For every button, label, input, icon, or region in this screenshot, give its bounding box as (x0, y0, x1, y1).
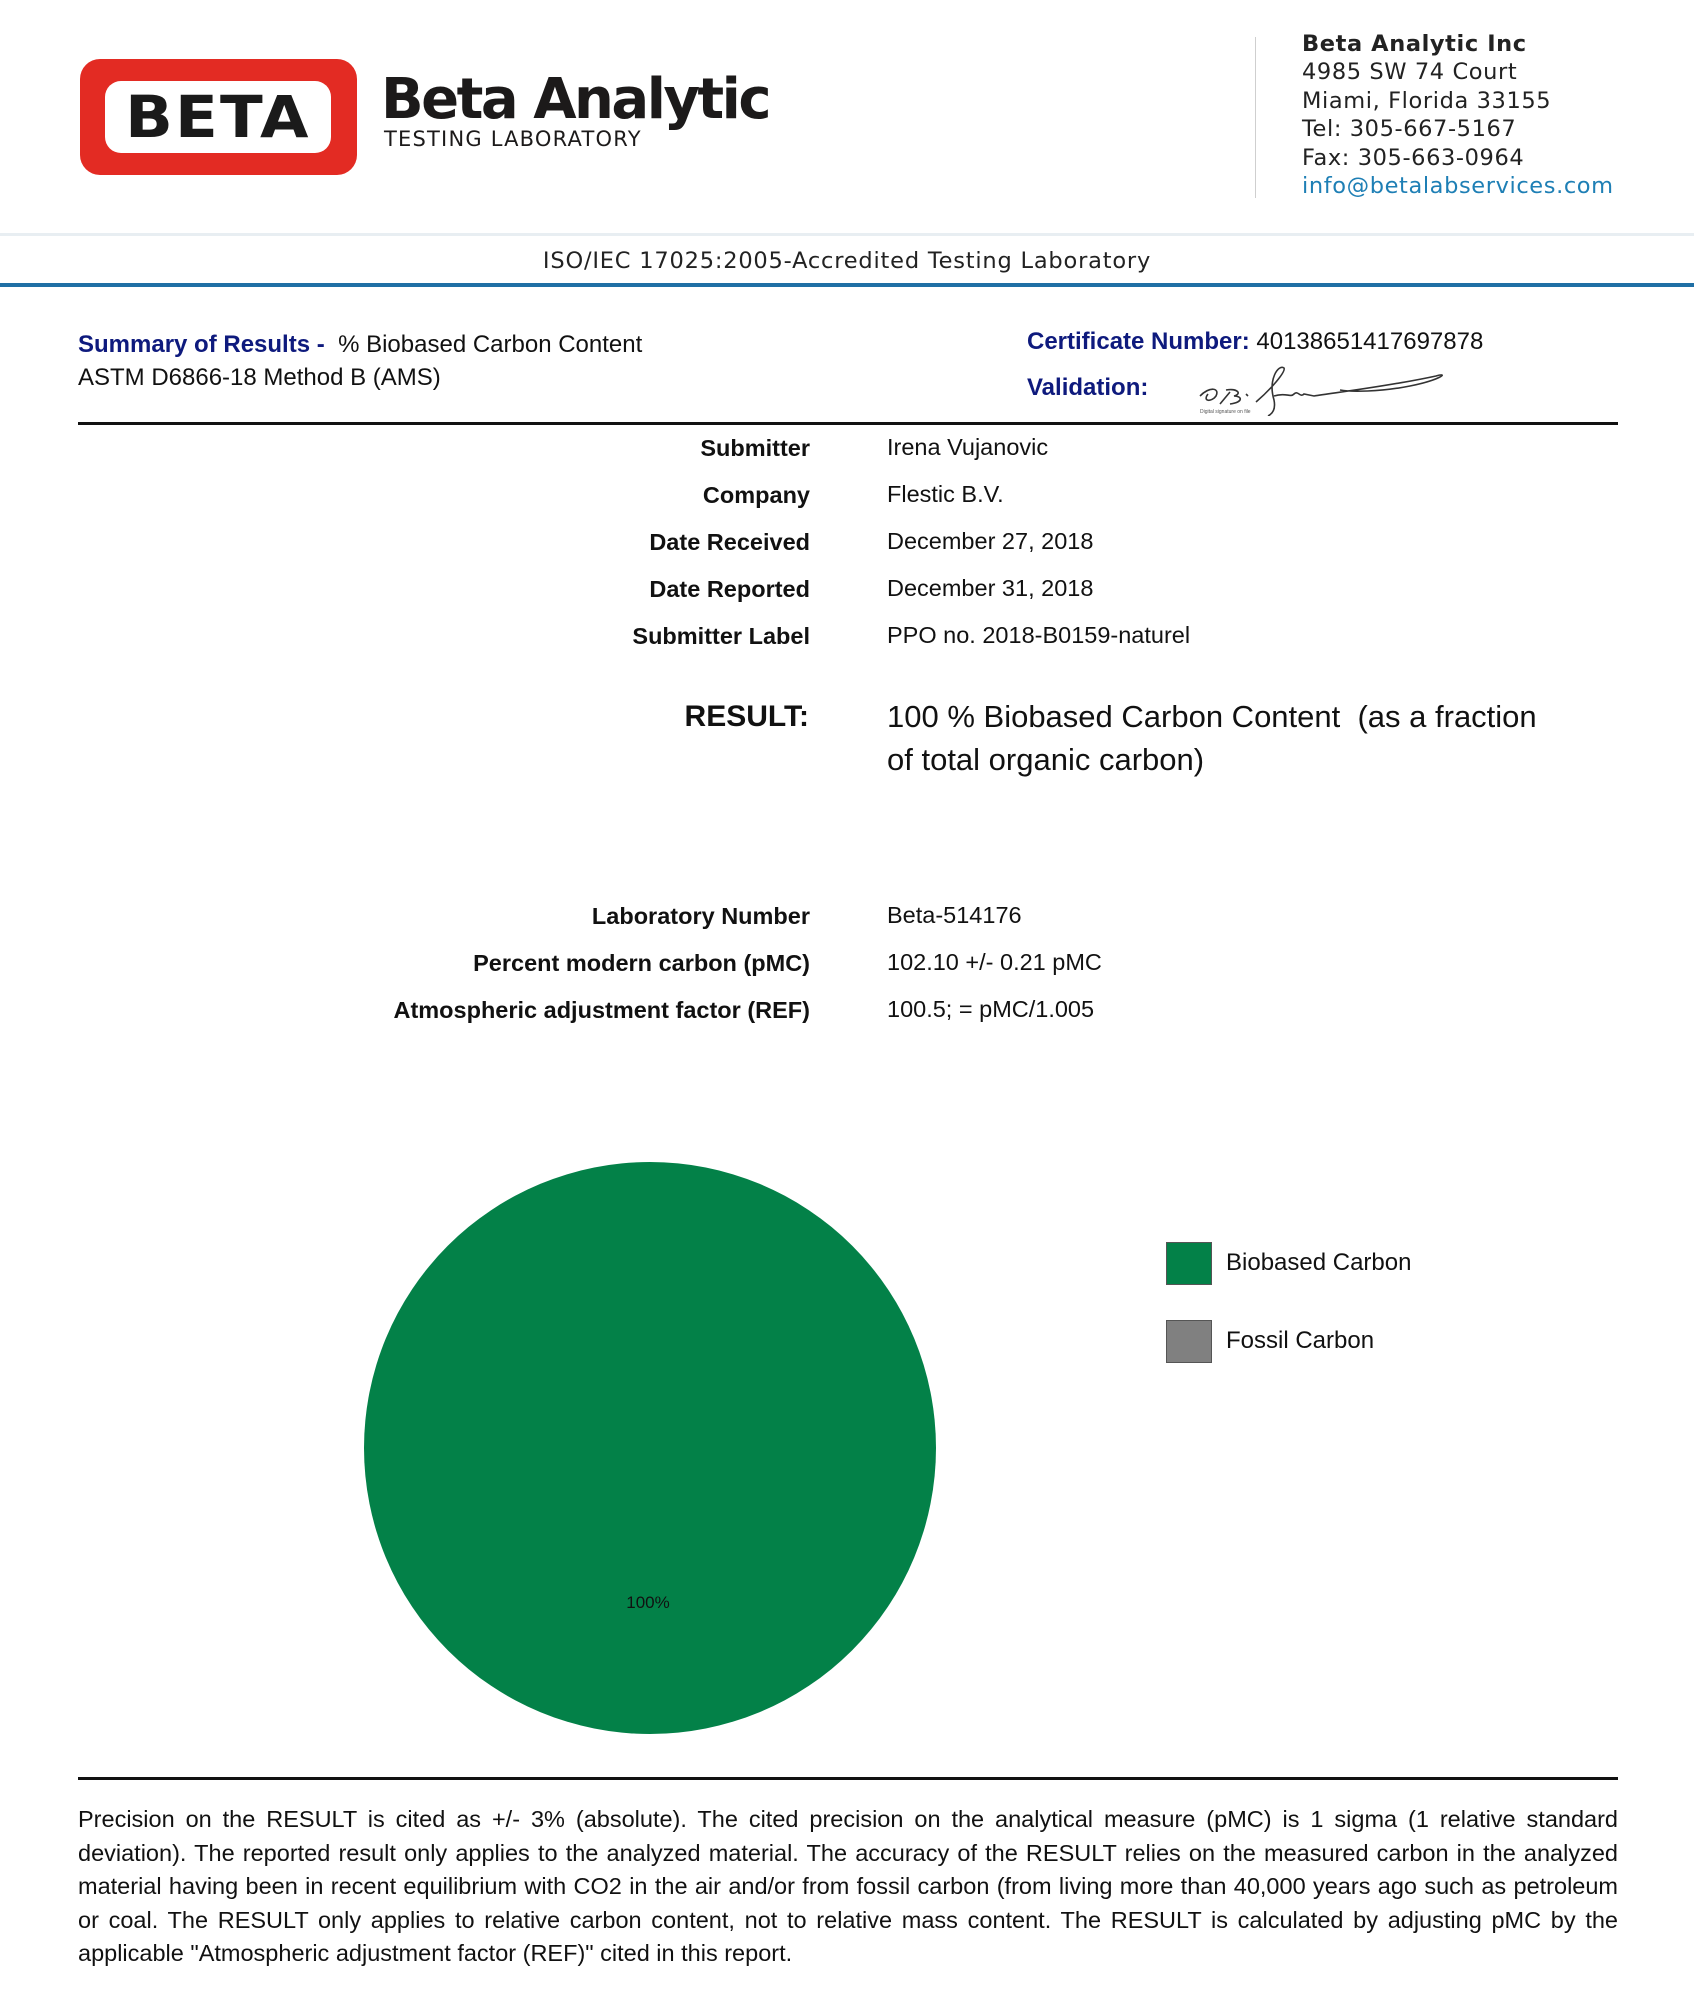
beta-logo-inner (105, 81, 331, 153)
summary-title (78, 328, 642, 361)
signature-image (1190, 366, 1470, 416)
telephone: Tel: 305-667-5167 (1302, 116, 1517, 143)
address-block (1302, 30, 1614, 200)
detail-value-submitter: Irena Vujanovic (887, 434, 1049, 460)
lab-value-laboratory-number: Beta-514176 (887, 902, 1022, 928)
detail-label-date-received: Date Received (649, 529, 810, 555)
certificate-number: 40138651417697878 (1256, 328, 1484, 355)
accreditation-text: ISO/IEC 17025:2005-Accredited Testing Laboratory (542, 248, 1152, 274)
result-value (887, 695, 1607, 781)
result-line-2: of total organic carbon) (887, 742, 1205, 777)
header-light-rule (0, 233, 1694, 236)
legend (1166, 1241, 1411, 1363)
result-line-1: 100 % Biobased Carbon Content (as a fraction (887, 699, 1537, 734)
certificate-label: Certificate Number: (1027, 328, 1250, 355)
summary-rule (78, 422, 1618, 425)
detail-value-date-reported: December 31, 2018 (887, 575, 1094, 601)
fax: Fax: 305-663-0964 (1302, 144, 1525, 171)
summary-title-value: % Biobased Carbon Content (338, 331, 643, 358)
detail-label-company: Company (702, 482, 810, 508)
validation-label: Validation: (1027, 374, 1149, 401)
detail-value-submitter-label: PPO no. 2018-B0159-naturel (887, 622, 1191, 648)
detail-value-date-received: December 27, 2018 (887, 528, 1094, 554)
lab-value-ref: 100.5; = pMC/1.005 (887, 996, 1095, 1022)
pie-data-label: 100% (626, 1593, 670, 1612)
brand-name: Beta Analytic (381, 67, 770, 132)
summary-block (78, 328, 642, 394)
beta-logo (80, 59, 357, 175)
legend-swatch-fossil (1166, 1320, 1212, 1363)
biobased-pie-chart (340, 1140, 960, 1760)
detail-label-submitter-label: Submitter Label (632, 623, 810, 649)
result-label: RESULT: (684, 700, 809, 733)
legend-label-biobased: Biobased Carbon (1226, 1249, 1412, 1276)
legend-item-biobased (1166, 1241, 1411, 1285)
method: ASTM D6866-18 Method B (AMS) (78, 364, 441, 391)
lab-label-laboratory-number: Laboratory Number (591, 903, 810, 929)
detail-value-company: Flestic B.V. (887, 481, 1004, 507)
summary-title-label: Summary of Results - (78, 331, 325, 358)
legend-swatch-biobased (1166, 1242, 1212, 1285)
header-divider (1255, 37, 1256, 198)
legend-item-fossil (1166, 1319, 1411, 1363)
pie-slice-biobased-carbon (364, 1162, 936, 1734)
lab-value-pmc: 102.10 +/- 0.21 pMC (887, 949, 1102, 975)
email-link[interactable]: info@betalabservices.com (1302, 173, 1614, 200)
address-line-2: Miami, Florida 33155 (1302, 87, 1552, 114)
certificate (1027, 328, 1483, 356)
lab-label-pmc: Percent modern carbon (pMC) (473, 950, 810, 976)
signature-caption: Digital signature on file (1200, 409, 1251, 415)
precision-footnote: Precision on the RESULT is cited as +/- 3% (absolute). The cited precision on the analytical measure (pMC) is 1 sigma (1 relative standard deviation). The reported result only applies to the analyzed material. The accuracy of the RESULT relies on the measured carbon in the analyzed material having been in recent equilibrium with CO2 in the air and/or from fossil carbon (from living more than 40,000 years ago such as petroleum or coal. The RESULT only applies to relative carbon content, not to relative mass content. The RESULT is calculated by adjusting pMC by the applicable "Atmospheric adjustment factor (REF)" cited in this report. (78, 1806, 1618, 1967)
logo-text: BETA (125, 83, 311, 151)
detail-label-date-reported: Date Reported (649, 576, 810, 602)
footer-rule (78, 1777, 1618, 1780)
brand-subtitle: TESTING LABORATORY (384, 127, 642, 151)
legend-label-fossil: Fossil Carbon (1226, 1327, 1375, 1354)
address-line-1: 4985 SW 74 Court (1302, 59, 1518, 86)
company-name: Beta Analytic Inc (1302, 31, 1527, 57)
lab-label-ref: Atmospheric adjustment factor (REF) (393, 997, 810, 1023)
detail-label-submitter: Submitter (700, 435, 810, 461)
header-blue-rule (0, 283, 1694, 287)
